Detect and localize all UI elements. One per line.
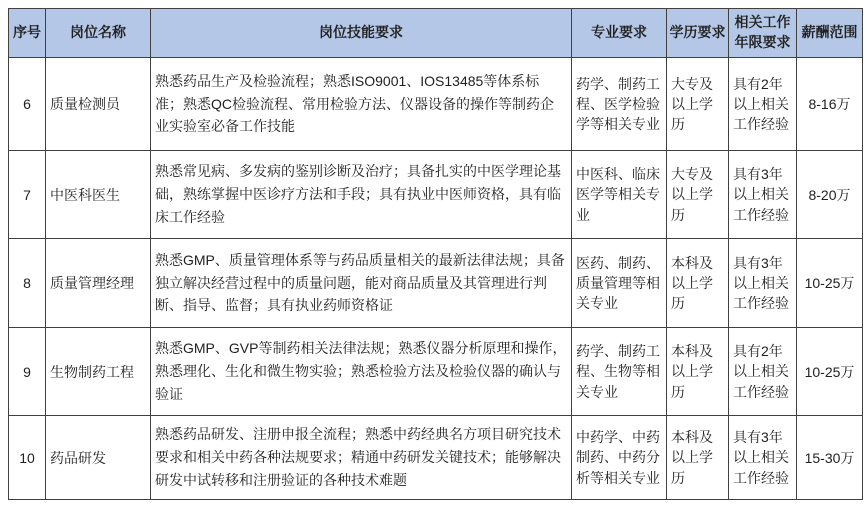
cell-major-requirements: 中药学、中药制药、中药分析等相关专业 [572,416,667,500]
cell-serial-number: 9 [9,328,46,416]
cell-major-requirements: 药学、制药工程、医学检验学等相关专业 [572,58,667,151]
table-row [9,151,863,239]
cell-position-name: 药品研发 [46,416,151,500]
cell-experience-requirements: 具有3年以上相关工作经验 [729,151,797,239]
cell-position-name: 质量检测员 [46,58,151,151]
cell-experience-requirements: 具有2年以上相关工作经验 [729,58,797,151]
header-row [9,9,863,58]
cell-salary-range: 8-16万 [797,58,863,151]
header-salary-range: 薪酬范围 [797,9,863,58]
cell-experience-requirements: 具有3年以上相关工作经验 [729,239,797,328]
cell-education-requirements: 本科及以上学历 [667,416,729,500]
header-education-requirements: 学历要求 [667,9,729,58]
cell-skill-requirements: 熟悉GMP、质量管理体系等与药品质量相关的最新法律法规；具备独立解决经营过程中的质量问题，能对商品质量及其管理进行判断、指导、监督；具有执业药师资格证 [151,239,572,328]
cell-skill-requirements: 熟悉GMP、GVP等制药相关法律法规；熟悉仪器分析原理和操作，熟悉理化、生化和微生物实验；熟悉检验方法及检验仪器的确认与验证 [151,328,572,416]
cell-salary-range: 8-20万 [797,151,863,239]
header-skill-requirements: 岗位技能要求 [151,9,572,58]
cell-serial-number: 8 [9,239,46,328]
table-row [9,416,863,500]
cell-position-name: 生物制药工程 [46,328,151,416]
header-experience-requirements: 相关工作年限要求 [729,9,797,58]
header-position-name: 岗位名称 [46,9,151,58]
cell-salary-range: 10-25万 [797,328,863,416]
cell-skill-requirements: 熟悉药品研发、注册申报全流程；熟悉中药经典名方项目研究技术要求和相关中药各种法规要求；精通中药研发关键技术；能够解决研发中试转移和注册验证的各种技术难题 [151,416,572,500]
cell-salary-range: 15-30万 [797,416,863,500]
cell-serial-number: 7 [9,151,46,239]
job-requirements-table [8,8,863,500]
table-row [9,239,863,328]
cell-experience-requirements: 具有2年以上相关工作经验 [729,328,797,416]
cell-education-requirements: 大专及以上学历 [667,58,729,151]
cell-education-requirements: 大专及以上学历 [667,151,729,239]
cell-education-requirements: 本科及以上学历 [667,239,729,328]
header-major-requirements: 专业要求 [572,9,667,58]
table-row [9,328,863,416]
header-serial-number: 序号 [9,9,46,58]
cell-serial-number: 6 [9,58,46,151]
cell-serial-number: 10 [9,416,46,500]
cell-position-name: 质量管理经理 [46,239,151,328]
cell-major-requirements: 医药、制药、质量管理等相关专业 [572,239,667,328]
cell-position-name: 中医科医生 [46,151,151,239]
cell-skill-requirements: 熟悉常见病、多发病的鉴别诊断及治疗；具备扎实的中医学理论基础，熟练掌握中医诊疗方法和手段；具有执业中医师资格，具有临床工作经验 [151,151,572,239]
table-row [9,58,863,151]
cell-major-requirements: 药学、制药工程、生物等相关专业 [572,328,667,416]
cell-skill-requirements: 熟悉药品生产及检验流程；熟悉ISO9001、IOS13485等体系标准；熟悉QC检验流程、常用检验方法、仪器设备的操作等制药企业实验室必备工作技能 [151,58,572,151]
cell-experience-requirements: 具有3年以上相关工作经验 [729,416,797,500]
cell-salary-range: 10-25万 [797,239,863,328]
cell-education-requirements: 本科及以上学历 [667,328,729,416]
cell-major-requirements: 中医科、临床医学等相关专业 [572,151,667,239]
